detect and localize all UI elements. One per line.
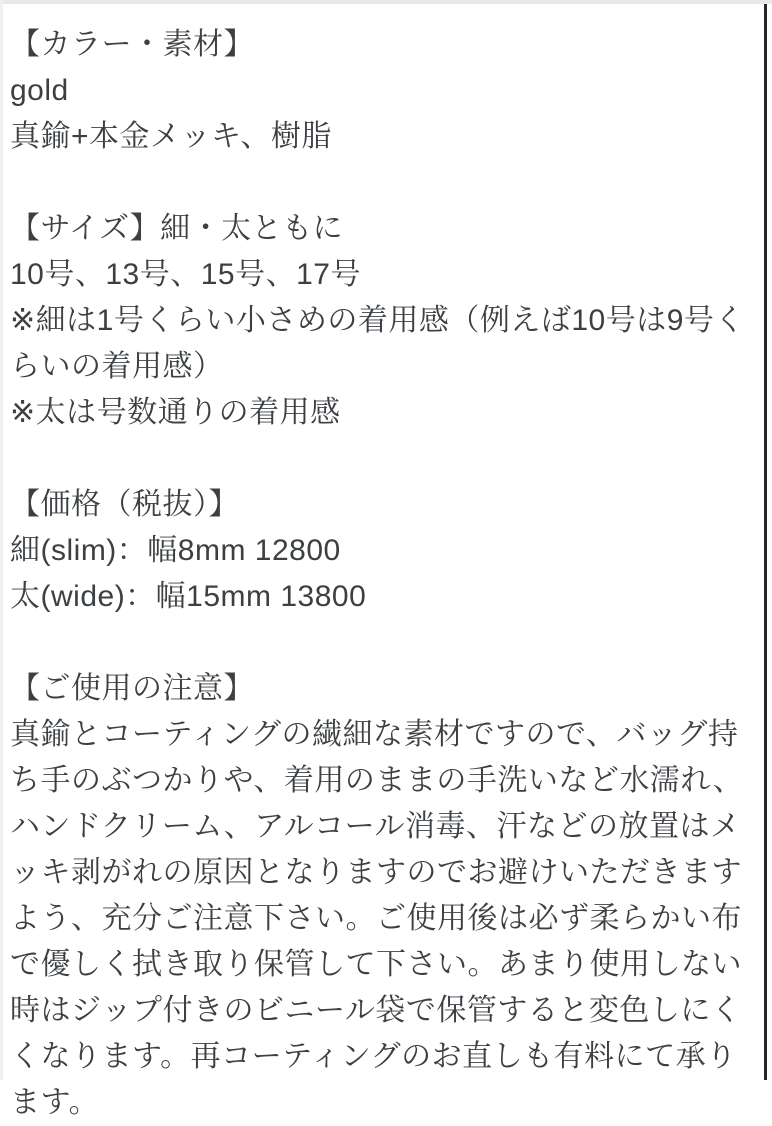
price-heading: 【価格（税抜）】 xyxy=(10,488,239,521)
section-price xyxy=(10,482,758,620)
section-color-material xyxy=(10,22,758,160)
usage-notes-paragraph: 真鍮とコーティングの繊細な素材ですので、バッグ持ち手のぶつかりや、着用のままの手洗いなど水濡れ、ハンドクリーム、アルコール消毒、汗などの放置はメッキ剥がれの原因となりますのでお避けいただきますよう、充分ご注意下さい。ご使用後は必ず柔らかい布で優しく拭き取り保管して下さい。あまり使用しない時はジップ付きのビニール袋で保管すると変色しにくくなります。再コーティングのお直しも有料にて承ります。 xyxy=(10,718,744,1119)
left-edge-divider xyxy=(0,0,3,1080)
price-wide: 太(wide)：幅15mm 13800 xyxy=(10,580,367,613)
size-note-slim: ※細は1号くらい小さめの着用感（例えば10号は9号くらいの着用感） xyxy=(10,304,745,383)
right-edge-line xyxy=(764,4,767,1080)
size-list: 10号、13号、15号、17号 xyxy=(10,258,361,291)
usage-notes-heading: 【ご使用の注意】 xyxy=(10,672,254,705)
price-slim: 細(slim)：幅8mm 12800 xyxy=(10,534,341,567)
color-material-heading: 【カラー・素材】 xyxy=(10,28,254,61)
size-note-wide: ※太は号数通りの着用感 xyxy=(10,396,341,429)
color-value: gold xyxy=(10,74,69,107)
material-value: 真鍮+本金メッキ、樹脂 xyxy=(10,120,332,153)
description-text-block xyxy=(10,22,758,1126)
section-size xyxy=(10,206,758,436)
size-heading: 【サイズ】細・太ともに xyxy=(10,212,344,245)
section-usage-notes xyxy=(10,666,758,1126)
top-divider xyxy=(0,0,772,4)
